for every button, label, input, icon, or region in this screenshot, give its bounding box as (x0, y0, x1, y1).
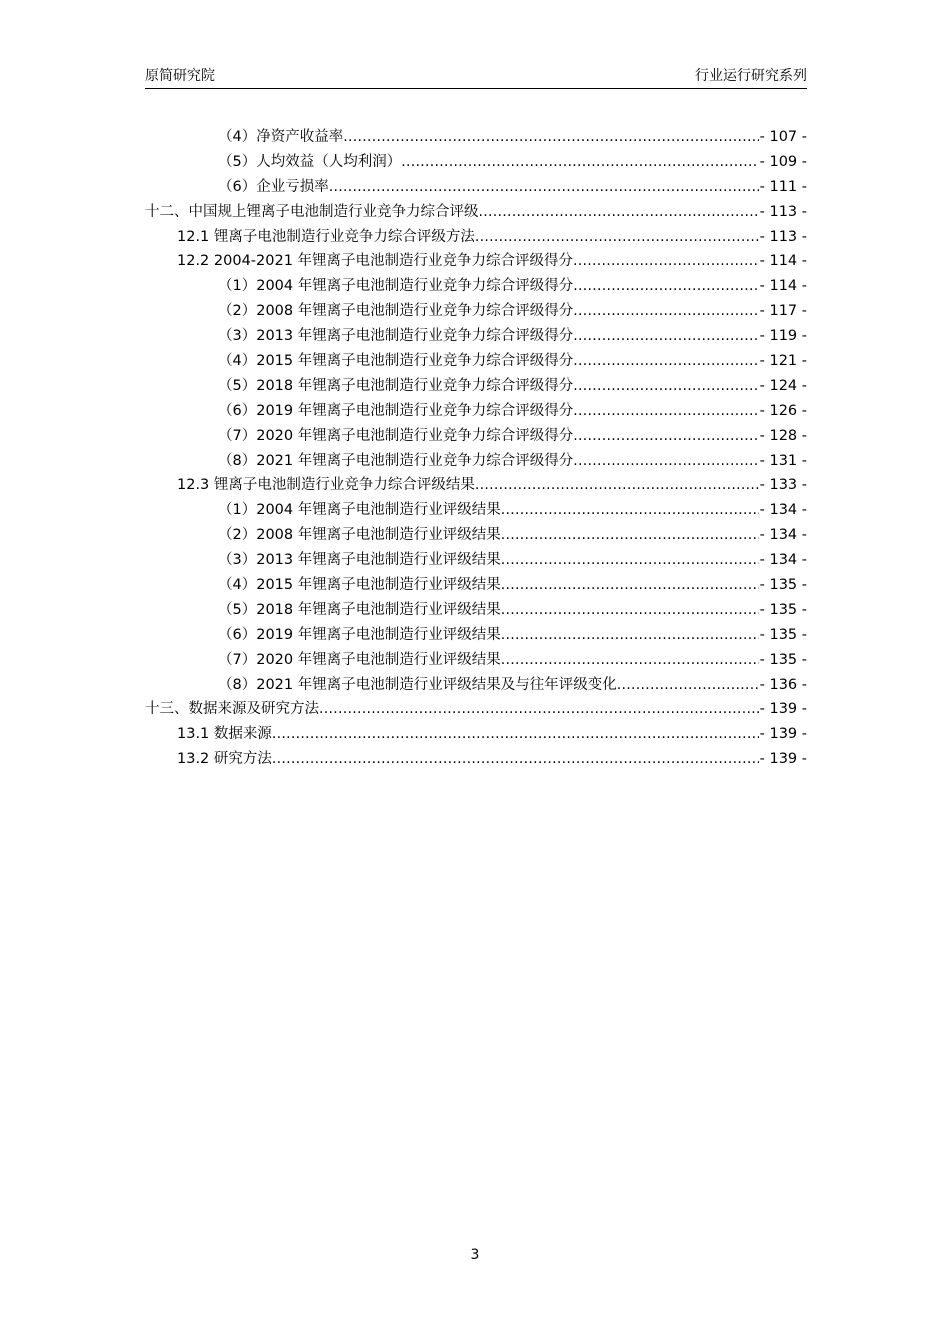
toc-entry[interactable] (145, 150, 807, 175)
toc-entry-title: （6）2019 年锂离子电池制造行业评级结果 (218, 626, 501, 643)
toc-entry-page: - 117 - (759, 303, 807, 320)
toc-dot-leader (329, 175, 759, 200)
toc-entry-page: - 124 - (759, 377, 807, 394)
toc-entry[interactable] (145, 473, 807, 498)
header-series-name: 行业运行研究系列 (695, 68, 807, 84)
header-org-name: 原简研究院 (145, 68, 215, 84)
toc-entry-title: （2）2008 年锂离子电池制造行业评级结果 (218, 527, 501, 544)
toc-entry[interactable] (145, 697, 807, 722)
toc-dot-leader (501, 498, 759, 523)
toc-dot-leader (573, 374, 758, 399)
toc-entry-title: （3）2013 年锂离子电池制造行业评级结果 (218, 552, 501, 569)
toc-dot-leader (401, 150, 758, 175)
toc-entry-page: - 139 - (759, 701, 807, 718)
toc-entry-page: - 113 - (759, 228, 807, 245)
toc-entry[interactable] (145, 747, 807, 772)
toc-entry-page: - 113 - (759, 203, 807, 220)
toc-entry-page: - 134 - (759, 552, 807, 569)
toc-entry-page: - 126 - (759, 402, 807, 419)
toc-entry[interactable] (145, 324, 807, 349)
toc-dot-leader (573, 249, 759, 274)
page-number: 3 (470, 1247, 480, 1263)
toc-entry-title: （1）2004 年锂离子电池制造行业竞争力综合评级得分 (218, 278, 574, 295)
toc-entry-page: - 114 - (759, 278, 807, 295)
toc-entry-title: （7）2020 年锂离子电池制造行业评级结果 (218, 651, 501, 668)
toc-entry[interactable] (145, 648, 807, 673)
toc-entry-title: （4）2015 年锂离子电池制造行业评级结果 (218, 577, 501, 594)
toc-entry-page: - 135 - (759, 626, 807, 643)
toc-entry[interactable] (145, 623, 807, 648)
toc-entry-title: （5）人均效益（人均利润） (218, 153, 402, 170)
toc-entry-title: （5）2018 年锂离子电池制造行业评级结果 (218, 601, 501, 618)
toc-dot-leader (573, 349, 758, 374)
toc-entry-page: - 133 - (759, 477, 807, 494)
toc-dot-leader (272, 747, 759, 772)
toc-entry[interactable] (145, 175, 807, 200)
toc-entry-page: - 111 - (759, 178, 807, 195)
toc-entry-page: - 131 - (759, 452, 807, 469)
toc-entry-title: （8）2021 年锂离子电池制造行业评级结果及与往年评级变化 (218, 676, 617, 693)
toc-entry-page: - 107 - (759, 129, 807, 145)
toc-entry-page: - 135 - (759, 601, 807, 618)
toc-entry[interactable] (145, 374, 807, 399)
toc-entry-page: - 134 - (759, 502, 807, 519)
toc-dot-leader (501, 523, 759, 548)
toc-entry[interactable] (145, 200, 807, 225)
toc-entry-title: （4）2015 年锂离子电池制造行业竞争力综合评级得分 (218, 353, 574, 370)
toc-dot-leader (573, 424, 758, 449)
page-header (145, 66, 807, 89)
toc-entry[interactable] (145, 573, 807, 598)
toc-entry-title: （3）2013 年锂离子电池制造行业竞争力综合评级得分 (218, 328, 574, 345)
toc-entry-title: 十三、数据来源及研究方法 (145, 701, 319, 718)
toc-entry[interactable] (145, 548, 807, 573)
toc-entry[interactable] (145, 125, 807, 150)
toc-dot-leader (475, 225, 759, 250)
toc-entry-page: - 139 - (759, 726, 807, 743)
toc-entry[interactable] (145, 523, 807, 548)
toc-entry-title: 12.3 锂离子电池制造行业竞争力综合评级结果 (177, 477, 475, 494)
toc-dot-leader (475, 473, 759, 498)
toc-entry-page: - 128 - (759, 427, 807, 444)
toc-entry[interactable] (145, 449, 807, 474)
toc-entry[interactable] (145, 424, 807, 449)
toc-entry-title: （4）净资产收益率 (218, 129, 344, 145)
toc-entry-title: （8）2021 年锂离子电池制造行业竞争力综合评级得分 (218, 452, 574, 469)
toc-entry[interactable] (145, 399, 807, 424)
toc-entry-title: （1）2004 年锂离子电池制造行业评级结果 (218, 502, 501, 519)
toc-dot-leader (617, 673, 759, 698)
toc-dot-leader (501, 598, 759, 623)
toc-dot-leader (501, 623, 759, 648)
toc-entry-title: 十二、中国规上锂离子电池制造行业竞争力综合评级 (145, 203, 479, 220)
toc-dot-leader (272, 722, 759, 747)
toc-dot-leader (343, 125, 758, 150)
toc-entry-page: - 139 - (759, 751, 807, 768)
toc-entry-title: 12.2 2004-2021 年锂离子电池制造行业竞争力综合评级得分 (177, 253, 574, 270)
toc-entry[interactable] (145, 673, 807, 698)
toc-dot-leader (573, 299, 758, 324)
toc-entry[interactable] (145, 349, 807, 374)
toc-entry-title: 13.1 数据来源 (177, 726, 272, 743)
toc-entry-page: - 119 - (759, 328, 807, 345)
toc-entry[interactable] (145, 249, 807, 274)
toc-entry[interactable] (145, 498, 807, 523)
toc-entry-page: - 109 - (759, 153, 807, 170)
toc-entry-page: - 114 - (759, 253, 807, 270)
toc-dot-leader (479, 200, 759, 225)
toc-dot-leader (501, 648, 759, 673)
toc-entry-page: - 121 - (759, 353, 807, 370)
toc-dot-leader (319, 697, 759, 722)
toc-dot-leader (573, 324, 758, 349)
toc-entry[interactable] (145, 225, 807, 250)
toc-entry-title: （7）2020 年锂离子电池制造行业竞争力综合评级得分 (218, 427, 574, 444)
toc-dot-leader (573, 274, 758, 299)
toc-entry-title: 12.1 锂离子电池制造行业竞争力综合评级方法 (177, 228, 475, 245)
toc-entry[interactable] (145, 598, 807, 623)
toc-entry-title: （5）2018 年锂离子电池制造行业竞争力综合评级得分 (218, 377, 574, 394)
toc-entry-page: - 135 - (759, 577, 807, 594)
toc-dot-leader (501, 573, 759, 598)
toc-dot-leader (501, 548, 759, 573)
toc-entry[interactable] (145, 722, 807, 747)
toc-entry-title: 13.2 研究方法 (177, 751, 272, 768)
toc-entry-page: - 136 - (759, 676, 807, 693)
toc-entry-page: - 134 - (759, 527, 807, 544)
toc-entry[interactable] (145, 274, 807, 299)
table-of-contents (145, 125, 807, 772)
toc-dot-leader (573, 399, 758, 424)
toc-entry-title: （6）企业亏损率 (218, 178, 329, 195)
toc-entry-title: （6）2019 年锂离子电池制造行业竞争力综合评级得分 (218, 402, 574, 419)
toc-dot-leader (573, 449, 758, 474)
toc-entry[interactable] (145, 299, 807, 324)
toc-entry-page: - 135 - (759, 651, 807, 668)
toc-entry-title: （2）2008 年锂离子电池制造行业竞争力综合评级得分 (218, 303, 574, 320)
